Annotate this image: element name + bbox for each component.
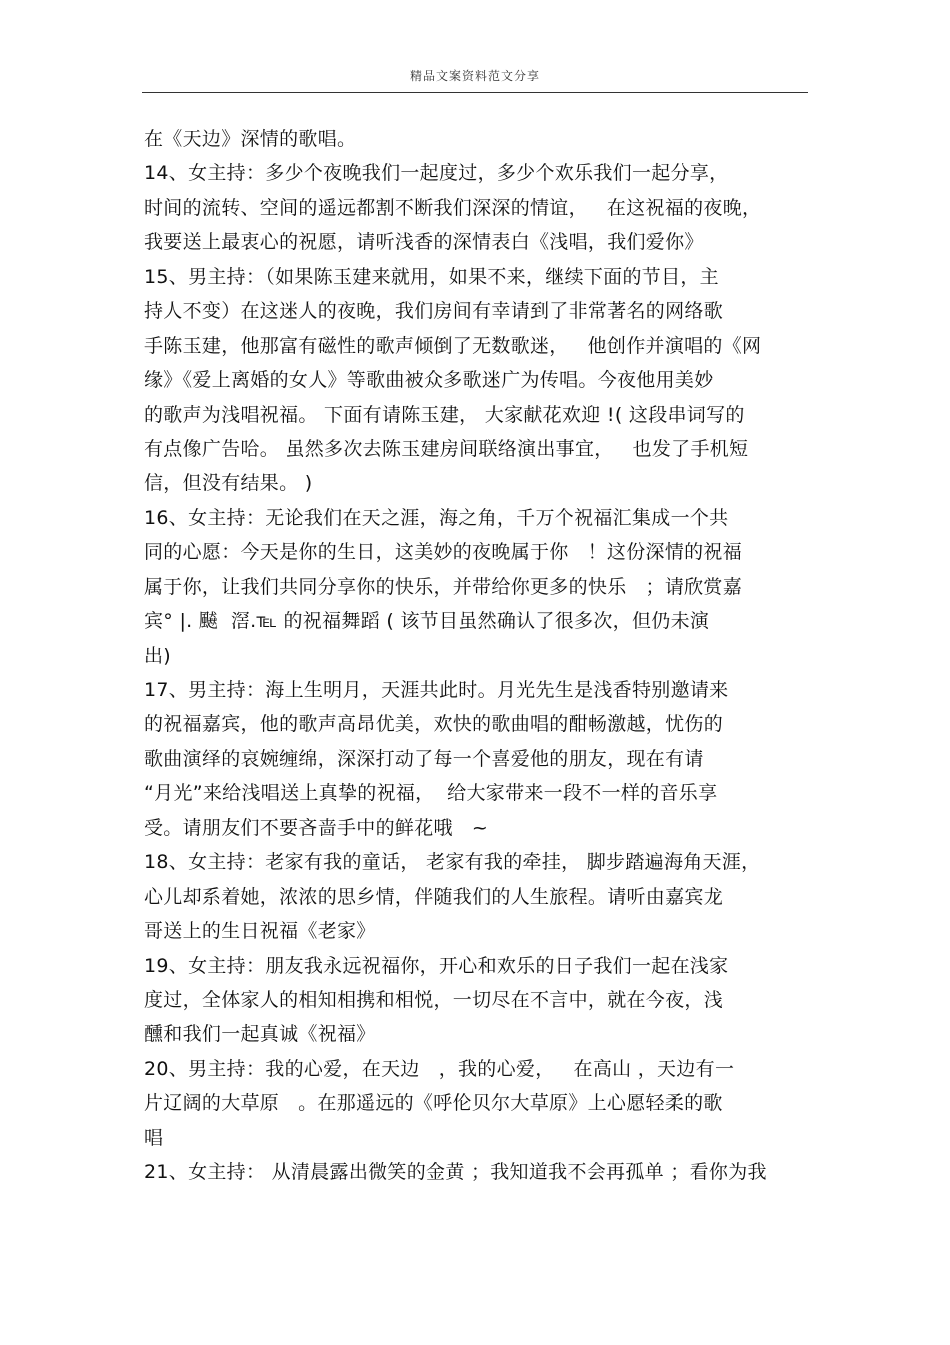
text-line: 心儿却系着她，浓浓的思乡情，伴随我们的人生旅程。请听由嘉宾龙 — [144, 885, 724, 908]
text-line: 16、女主持：无论我们在天之涯，海之角，千万个祝福汇集成一个共 — [144, 506, 729, 529]
page-header — [142, 60, 808, 93]
text-line: 手陈玉建，他那富有磁性的歌声倾倒了无数歌迷， 他创作并演唱的《网 — [144, 334, 762, 357]
text-line: 唱 — [144, 1126, 164, 1149]
text-line: 21、女主持： 从清晨露出微笑的金黄 ；我知道我不会再孤单 ；看你为我 — [144, 1161, 767, 1184]
text-line: 在《天边》深情的歌唱。 — [144, 128, 357, 150]
text-line: 歌曲演绎的哀婉缠绵，深深打动了每一个喜爱他的朋友，现在有请 — [144, 747, 704, 770]
text-line: 醺和我们一起真诚《祝福》 — [144, 1023, 376, 1046]
text-line: 17、男主持：海上生明月，天涯共此时。月光先生是浅香特别邀请来 — [144, 679, 729, 701]
text-line: 片辽阔的大草原 。在那遥远的《呼伦贝尔大草原》上心愿轻柔的歌 — [144, 1092, 723, 1115]
text-line: 持人不变）在这迷人的夜晚，我们房间有幸请到了非常著名的网络歌 — [144, 300, 724, 323]
header-title: 精品文案资料范文分享 — [409, 69, 540, 83]
text-line: 的祝福嘉宾，他的歌声高昂优美，欢快的歌曲唱的酣畅激越，忧伤的 — [144, 713, 724, 736]
text-line: 我要送上最衷心的祝愿，请听浅香的深情表白《浅唱，我们爱你》 — [144, 231, 704, 254]
text-line: 20、男主持：我的心爱，在天边 ，我的心爱， 在高山 ，天边有一 — [144, 1057, 735, 1080]
text-line: 度过，全体家人的相知相携和相悦，一切尽在不言中，就在今夜，浅 — [144, 988, 724, 1011]
text-line: 属于你，让我们共同分享你的快乐，并带给你更多的快乐 ；请欣赏嘉 — [144, 575, 743, 598]
text-line: 受。请朋友们不要吝啬手中的鲜花哦 ~ — [144, 816, 489, 839]
text-line: 哥送上的生日祝福《老家》 — [144, 920, 376, 943]
text-line: 同的心愿：今天是你的生日，这美妙的夜晚属于你 ！这份深情的祝福 — [144, 541, 743, 564]
text-line: 15、男主持：（如果陈玉建来就用，如果不来，继续下面的节目，主 — [144, 265, 719, 288]
text-line: 19、女主持：朋友我永远祝福你，开心和欢乐的日子我们一起在浅家 — [144, 954, 729, 977]
text-line: 缘》《爱上离婚的女人》等歌曲被众多歌迷广为传唱。今夜他用美妙 — [144, 369, 714, 392]
text-line: 的歌声为浅唱祝福。 下面有请陈玉建， 大家献花欢迎 !( 这段串词写的 — [144, 403, 745, 426]
text-line: 宾° |. 飇 滘.℡ 的祝福舞蹈 ( 该节目虽然确认了很多次，但仍未演 — [144, 610, 710, 633]
document-body — [144, 124, 808, 1192]
text-line: 时间的流转、空间的遥远都割不断我们深深的情谊， 在这祝福的夜晚， — [144, 196, 762, 219]
text-line: 有点像广告哈。 虽然多次去陈玉建房间联络演出事宜， 也发了手机短 — [144, 437, 749, 460]
text-line: 出) — [144, 644, 172, 667]
text-line: 18、女主持：老家有我的童话， 老家有我的牵挂， 脚步踏遍海角天涯， — [144, 851, 761, 874]
text-line: 信，但没有结果。 ) — [144, 472, 313, 495]
text-line: 14、女主持：多少个夜晚我们一起度过，多少个欢乐我们一起分享， — [144, 162, 729, 185]
text-line: “月光”来给浅唱送上真挚的祝福， 给大家带来一段不一样的音乐享 — [144, 782, 718, 805]
